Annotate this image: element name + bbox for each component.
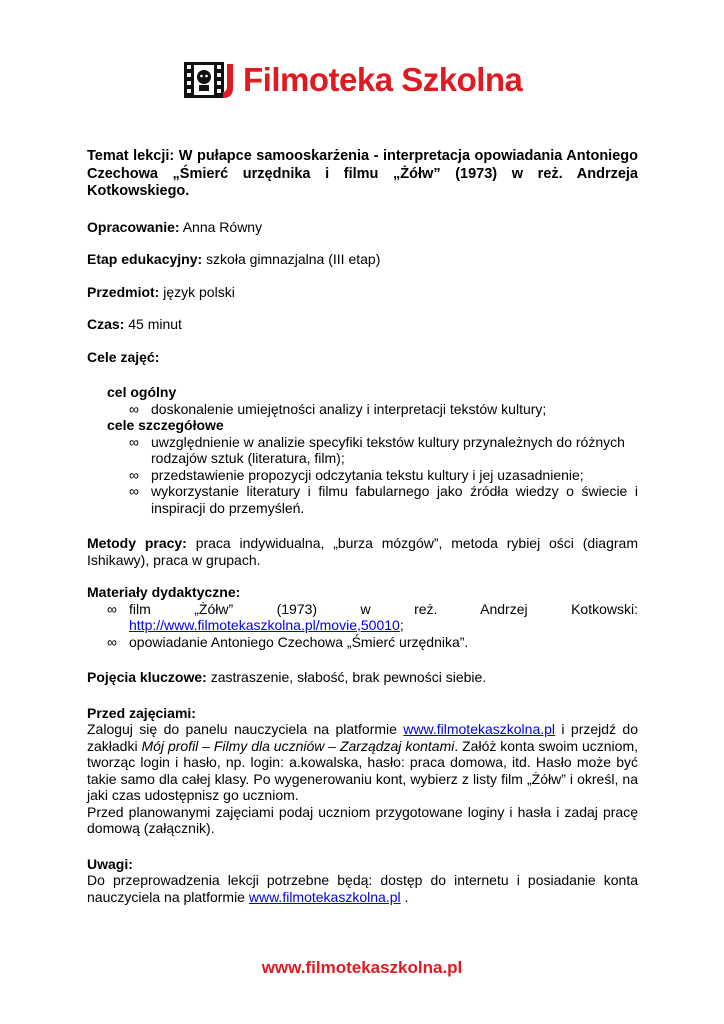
concepts-value: zastraszenie, słabość, brak pewności siebie. [210,669,487,685]
bullet-icon: ∞ [107,633,117,650]
platform-link[interactable]: www.filmotekaszkolna.pl [403,721,556,737]
specific-goals-label: cele szczegółowe [107,417,224,433]
specific-goals-list [107,434,638,517]
stage-value: szkoła gimnazjalna (III etap) [206,251,381,267]
before-heading: Przed zajęciami: [87,704,196,721]
film-reel-icon [183,60,241,100]
stage-label: Etap edukacyjny: [87,251,203,267]
concepts-field [87,669,638,686]
bullet-icon: ∞ [107,600,117,617]
menu-path: Mój profil – Filmy dla uczniów – Zarządzaj kontami [141,737,455,754]
notes-paragraph: Do przeprowadzenia lekcji potrzebne będą: dostęp do internetu i posiadanie konta nauczyciela na platformie www.filmotekaszkolna.pl . [87,872,638,905]
general-goal-list [107,401,638,418]
footer-url[interactable]: www.filmotekaszkolna.pl [261,958,463,977]
platform-link[interactable]: www.filmotekaszkolna.pl [248,888,401,905]
stage-field [87,251,638,268]
list-item: ∞ opowiadanie Antoniego Czechowa „Śmierć urzędnika”. [107,633,469,650]
before-paragraph: Zaloguj się do panelu nauczyciela na platformie www.filmotekaszkolna.pl i przejdź do zakładki Mój profil – Filmy dla uczniów – Zarządzaj kontami. Załóż konta swoim uczniom, tworząc login i hasło, np. login: a.kowalska, hasło: praca domowa, itd. Hasło może być takie samo dla całej klasy. Po wygenerowaniu kont, wybierz z listy film „Żółw” i określ, na jaki czas udostępnisz go uczniom. [87,721,639,803]
before-paragraph-2: Przed planowanymi zajęciami podaj uczniom przygotowane loginy i hasła i zadaj pracę domową (załącznik). [87,803,638,836]
time-field [87,316,638,333]
film-text: film „Żółw” (1973) w reż. Andrzej Kotkowski: [129,600,638,617]
methods-value: praca indywidualna, „burza mózgów”, metoda rybiej ości (diagram Ishikawy), praca w grupach. [87,535,638,568]
bullet-icon: ∞ [129,433,139,450]
bullet-icon: ∞ [129,466,139,483]
list-item: ∞ uwzględnienie w analizie specyfiki tekstów kultury przynależnych do różnych rodzajów sztuk (literatura, film); [129,433,625,466]
list-item: ∞ doskonalenie umiejętności analizy i interpretacji tekstów kultury; [129,400,547,417]
subject-label: Przedmiot: [87,283,160,300]
goals-section [107,384,638,516]
lesson-plan [87,148,638,905]
goals-heading: Cele zajęć: [87,348,160,365]
materials-heading: Materiały dydaktyczne: [87,584,241,600]
time-value: 45 minut [128,316,182,332]
logo-text: Filmoteka Szkolna [243,61,523,98]
materials-list [87,601,638,651]
list-item: ∞ wykorzystanie literatury i filmu fabularnego jako źródła wiedzy o świecie i inspiracji do przemyśleń. [129,483,638,516]
author-label: Opracowanie: [87,218,180,235]
filmoteka-logo [183,60,543,100]
concepts-label: Pojęcia kluczowe: [87,669,207,685]
methods-field [87,535,638,568]
subject-value: język polski [163,283,235,300]
author-field [87,219,638,236]
subject-field [87,284,638,301]
list-item: ∞ film „Żółw” (1973) w reż. Andrzej Kotkowski: http://www.filmotekaszkolna.pl/movie,50010; [107,600,638,633]
bullet-icon: ∞ [129,400,139,417]
general-goal-label: cel ogólny [107,384,177,400]
list-item: ∞ przedstawienie propozycji odczytania tekstu kultury i jej uzasadnienie; [129,466,584,483]
notes-heading: Uwagi: [87,855,133,872]
author-value: Anna Równy [182,218,263,235]
methods-label: Metody pracy: [87,535,187,551]
lesson-title: Temat lekcji: W pułapce samooskarżenia - interpretacja opowiadania Antoniego Czechowa „Śmierć urzędnika i filmu „Żółw” (1973) w reż. Andrzeja Kotkowskiego. [87,148,638,199]
time-label: Czas: [87,316,125,332]
bullet-icon: ∞ [129,483,139,499]
film-link[interactable]: http://www.filmotekaszkolna.pl/movie,50010 [129,617,400,633]
